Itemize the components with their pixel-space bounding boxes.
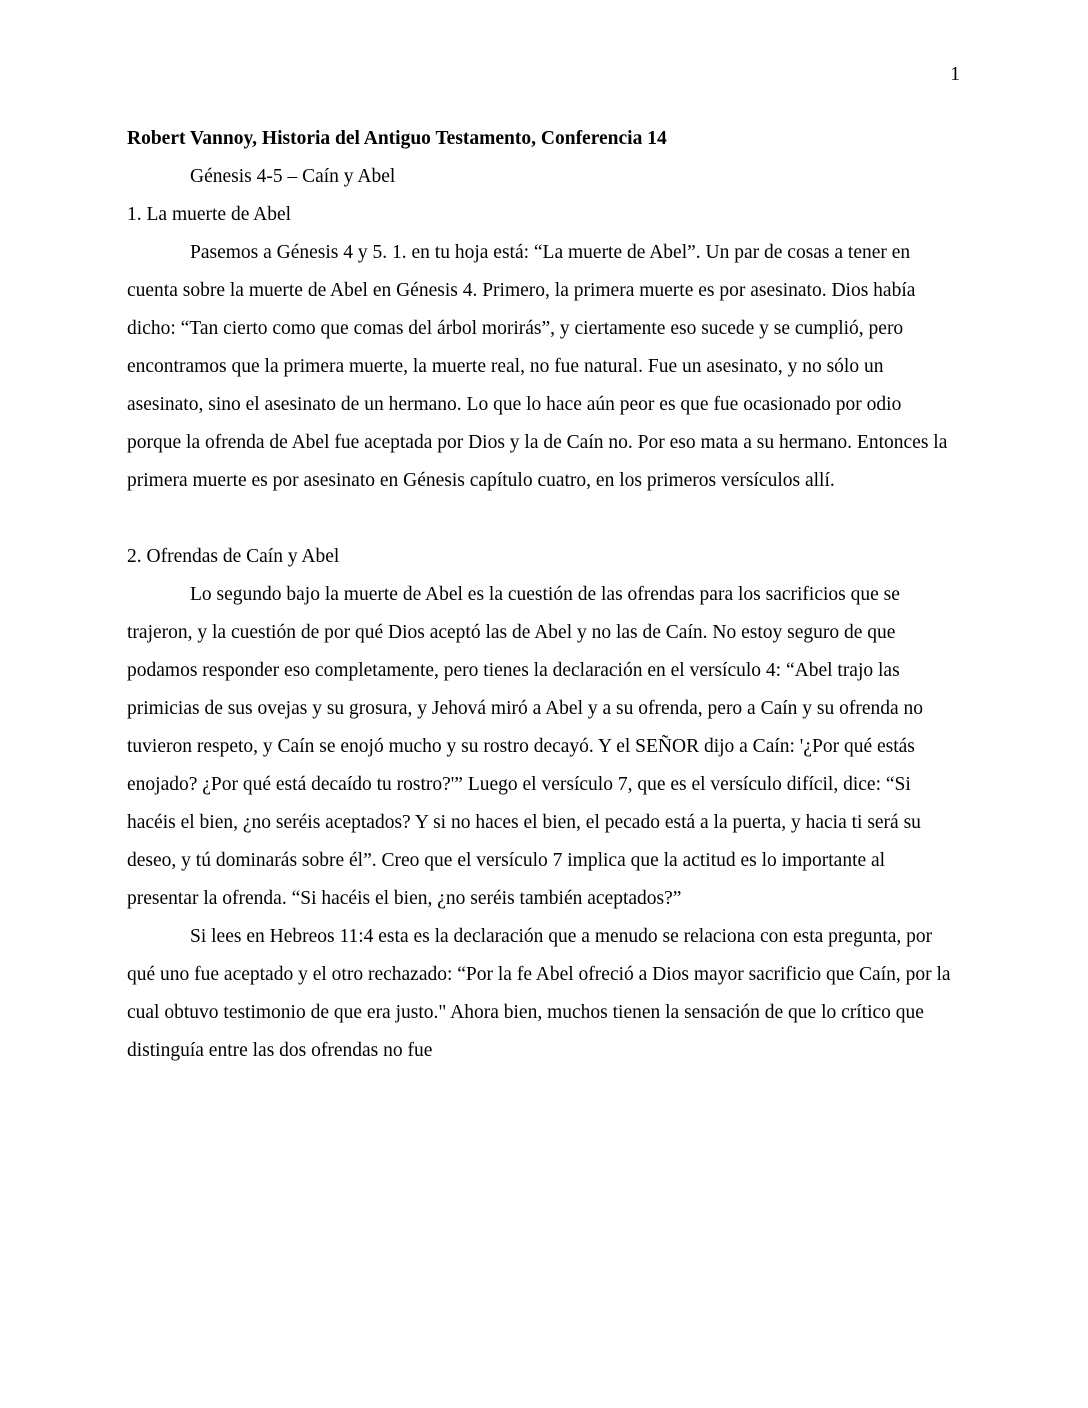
paragraph: Lo segundo bajo la muerte de Abel es la cuestión de las ofrendas para los sacrificios que se trajeron, y la cuestión de por qué Dios aceptó las de Abel y no las de Caín. No estoy seguro de que podamos responder eso completamente, pero tienes la declaración en el versículo 4: “Abel trajo las primicias de sus ovejas y su grosura, y Jehová miró a Abel y a su ofrenda, pero a Caín y su ofrenda no tuvieron respeto, y Caín se enojó mucho y su rostro decayó. Y el SEÑOR dijo a Caín: '¿Por qué estás enojado? ¿Por qué está decaído tu rostro?'” Luego el versículo 7, que es el versículo difícil, dice: “Si hacéis el bien, ¿no seréis aceptados? Y si no haces el bien, el pecado está a la puerta, y hacia ti será su deseo, y tú dominarás sobre él”. Creo que el versículo 7 implica que la actitud es lo importante al presentar la ofrenda. “Si hacéis el bien, ¿no seréis también aceptados?” [127,584,924,909]
section-heading-2: 2. Ofrendas de Caín y Abel [127,546,340,567]
document-subtitle: Génesis 4-5 – Caín y Abel [190,166,396,187]
page-number: 1 [950,64,960,85]
document-title: Robert Vannoy, Historia del Antiguo Testamento, Conferencia 14 [127,128,667,149]
paragraph: Pasemos a Génesis 4 y 5. 1. en tu hoja está: “La muerte de Abel”. Un par de cosas a tener en cuenta sobre la muerte de Abel en Génesis 4. Primero, la primera muerte es por asesinato. Dios había dicho: “Tan cierto como que comas del árbol morirás”, y ciertamente eso sucede y se cumplió, pero encontramos que la primera muerte, la muerte real, no fue natural. Fue un asesinato, y no sólo un asesinato, sino el asesinato de un hermano. Lo que lo hace aún peor es que fue ocasionado por odio porque la ofrenda de Abel fue aceptada por Dios y la de Caín no. Por eso mata a su hermano. Entonces la primera muerte es por asesinato en Génesis capítulo cuatro, en los primeros versículos allí. [127,242,948,491]
section-heading-1: 1. La muerte de Abel [127,204,292,225]
paragraph: Si lees en Hebreos 11:4 esta es la declaración que a menudo se relaciona con esta pregunta, por qué uno fue aceptado y el otro rechazado: “Por la fe Abel ofreció a Dios mayor sacrificio que Caín, por la cual obtuvo testimonio de que era justo." Ahora bien, muchos tienen la sensación de que lo crítico que distinguía entre las dos ofrendas no fue [127,926,951,1061]
